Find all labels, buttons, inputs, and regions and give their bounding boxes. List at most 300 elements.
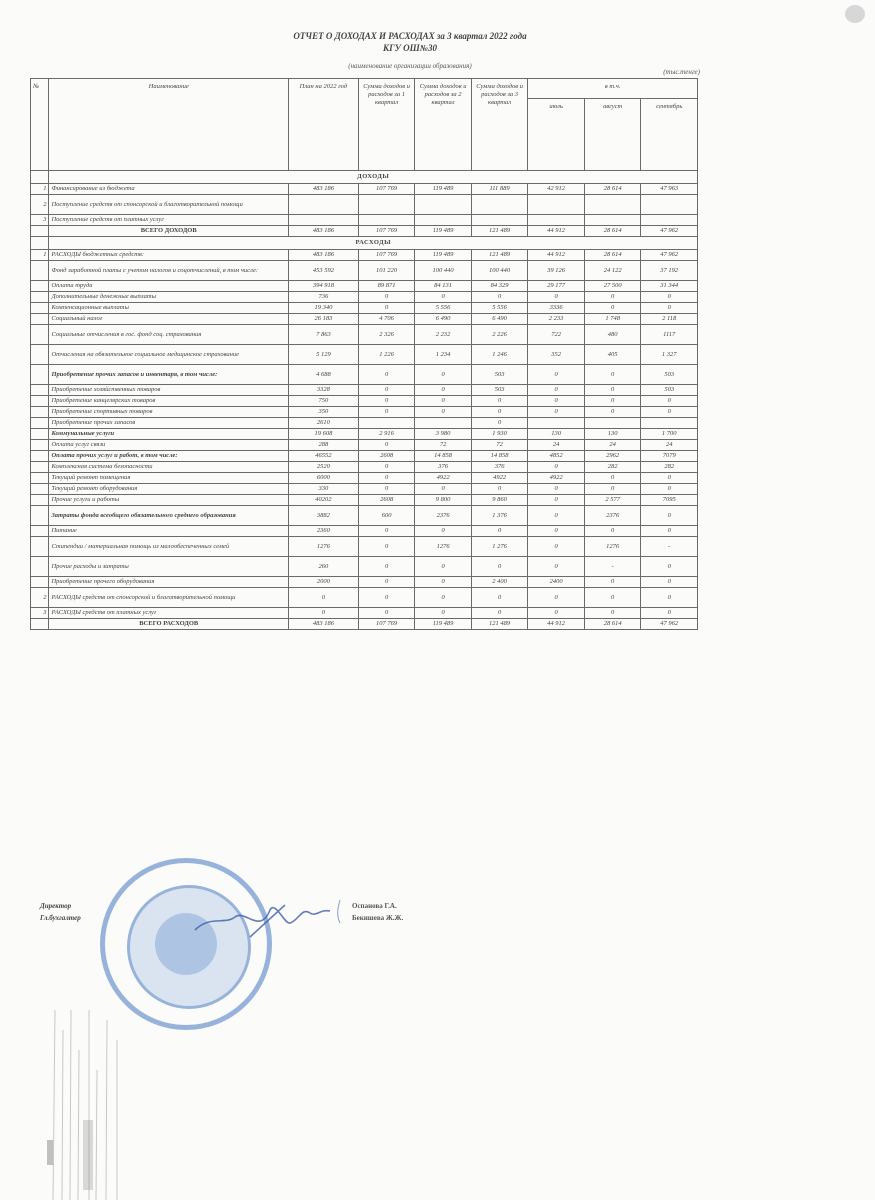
value-cell-q2 xyxy=(415,418,472,429)
value-cell-m2: 0 xyxy=(584,473,641,484)
value-cell-plan: 26 183 xyxy=(288,314,358,325)
value-cell-plan: 2520 xyxy=(288,462,358,473)
value-cell-q1: 0 xyxy=(358,537,415,557)
value-cell-m2: 0 xyxy=(584,292,641,303)
value-cell-m3: 2 118 xyxy=(641,314,698,325)
value-cell-m2: - xyxy=(584,557,641,577)
value-cell-q1: 1 226 xyxy=(358,345,415,365)
header-name: Наименование xyxy=(49,79,288,171)
value-cell-m1: 2 233 xyxy=(528,314,585,325)
value-cell-q3: 1 246 xyxy=(471,345,528,365)
value-cell-q1: 0 xyxy=(358,526,415,537)
row-label: ВСЕГО ДОХОДОВ xyxy=(49,226,288,237)
value-cell-m2: 0 xyxy=(584,303,641,314)
director-name: Оспанова Г.А. xyxy=(352,902,397,910)
value-cell-m1: 39 126 xyxy=(528,261,585,281)
value-cell-plan: 0 xyxy=(288,588,358,608)
table-row xyxy=(31,429,698,440)
value-cell-q2: 72 xyxy=(415,440,472,451)
header-months-group: в т.ч. xyxy=(528,79,698,99)
table-row xyxy=(31,396,698,407)
value-cell-m2: 0 xyxy=(584,484,641,495)
table-row xyxy=(31,473,698,484)
value-cell-m2: 282 xyxy=(584,462,641,473)
value-cell-m2 xyxy=(584,215,641,226)
value-cell-m3: 0 xyxy=(641,506,698,526)
row-label: ВСЕГО РАСХОДОВ xyxy=(49,619,288,630)
row-number xyxy=(31,619,49,630)
row-number xyxy=(31,440,49,451)
row-number xyxy=(31,396,49,407)
table-row xyxy=(31,440,698,451)
header-month-august: август xyxy=(584,99,641,171)
row-number xyxy=(31,526,49,537)
value-cell-m2: 2 577 xyxy=(584,495,641,506)
section-title: ДОХОДЫ xyxy=(49,171,698,184)
value-cell-q1: 2 326 xyxy=(358,325,415,345)
value-cell-q3: 14 858 xyxy=(471,451,528,462)
value-cell-q1: 2 916 xyxy=(358,429,415,440)
value-cell-plan: 394 918 xyxy=(288,281,358,292)
value-cell-q1: 0 xyxy=(358,588,415,608)
signatory-names xyxy=(352,900,403,924)
value-cell-plan: 453 592 xyxy=(288,261,358,281)
value-cell-q3: 376 xyxy=(471,462,528,473)
value-cell-q2: 119 489 xyxy=(415,226,472,237)
report-title-line1: ОТЧЕТ О ДОХОДАХ И РАСХОДАХ за 3 квартал 2022 года xyxy=(293,31,527,41)
value-cell-m3 xyxy=(641,418,698,429)
value-cell-m1: 29 177 xyxy=(528,281,585,292)
value-cell-m1: 4852 xyxy=(528,451,585,462)
value-cell-plan: 1276 xyxy=(288,537,358,557)
row-number xyxy=(31,365,49,385)
table-row xyxy=(31,325,698,345)
value-cell-q2: 84 131 xyxy=(415,281,472,292)
value-cell-q2: 0 xyxy=(415,557,472,577)
row-number xyxy=(31,407,49,418)
value-cell-q3: 1 930 xyxy=(471,429,528,440)
value-cell-plan: 40202 xyxy=(288,495,358,506)
row-number xyxy=(31,314,49,325)
value-cell-q3: 9 860 xyxy=(471,495,528,506)
value-cell-q1: 0 xyxy=(358,292,415,303)
value-cell-q3: 72 xyxy=(471,440,528,451)
value-cell-m3: 37 192 xyxy=(641,261,698,281)
value-cell-m3: 0 xyxy=(641,577,698,588)
value-cell-q1: 107 769 xyxy=(358,250,415,261)
row-number xyxy=(31,557,49,577)
value-cell-m1: 0 xyxy=(528,506,585,526)
header-q1: Сумма доходов и расходов за 1 квартал xyxy=(358,79,415,171)
value-cell-m3: 0 xyxy=(641,484,698,495)
value-cell-q3: 4922 xyxy=(471,473,528,484)
value-cell-m2: 28 614 xyxy=(584,226,641,237)
value-cell-q3: 2 400 xyxy=(471,577,528,588)
row-number xyxy=(31,418,49,429)
row-number xyxy=(31,345,49,365)
value-cell-m1 xyxy=(528,215,585,226)
value-cell-q1: 0 xyxy=(358,303,415,314)
value-cell-m3: 7095 xyxy=(641,495,698,506)
value-cell-plan: 7 863 xyxy=(288,325,358,345)
value-cell-m1: 130 xyxy=(528,429,585,440)
value-cell-m3: 1 700 xyxy=(641,429,698,440)
value-cell-m1: 0 xyxy=(528,526,585,537)
value-cell-plan: 750 xyxy=(288,396,358,407)
value-cell-q1: 0 xyxy=(358,462,415,473)
value-cell-q2: 0 xyxy=(415,484,472,495)
section-title: РАСХОДЫ xyxy=(49,237,698,250)
table-row xyxy=(31,462,698,473)
row-label: Приобретение спортивных товаров xyxy=(49,407,288,418)
value-cell-q1 xyxy=(358,215,415,226)
header-month-september: сентябрь xyxy=(641,99,698,171)
value-cell-q1: 4 706 xyxy=(358,314,415,325)
value-cell-m1: 24 xyxy=(528,440,585,451)
value-cell-q1: 0 xyxy=(358,577,415,588)
row-number xyxy=(31,226,49,237)
value-cell-q3: 121 489 xyxy=(471,619,528,630)
value-cell-q1: 2608 xyxy=(358,451,415,462)
value-cell-plan: 483 186 xyxy=(288,184,358,195)
value-cell-m3: 0 xyxy=(641,396,698,407)
value-cell-m1: 0 xyxy=(528,396,585,407)
value-cell-plan: 736 xyxy=(288,292,358,303)
value-cell-m2: 0 xyxy=(584,385,641,396)
value-cell-q2: 100 440 xyxy=(415,261,472,281)
value-cell-q3 xyxy=(471,195,528,215)
value-cell-m2: 0 xyxy=(584,365,641,385)
row-label: Приобретение прочих запасов xyxy=(49,418,288,429)
value-cell-q1: 107 769 xyxy=(358,619,415,630)
units-label: (тыс.тенге) xyxy=(663,68,700,76)
table-row xyxy=(31,451,698,462)
value-cell-q3: 121 489 xyxy=(471,226,528,237)
row-label: РАСХОДЫ средств от платных услуг xyxy=(49,608,288,619)
value-cell-plan: 19 608 xyxy=(288,429,358,440)
value-cell-m3: 0 xyxy=(641,473,698,484)
value-cell-plan: 0 xyxy=(288,608,358,619)
header-num: № xyxy=(31,79,49,171)
row-number xyxy=(31,325,49,345)
value-cell-plan: 2360 xyxy=(288,526,358,537)
table-row xyxy=(31,281,698,292)
row-label: Текущий ремонт оборудования xyxy=(49,484,288,495)
value-cell-q2: 0 xyxy=(415,385,472,396)
value-cell-q3: 0 xyxy=(471,292,528,303)
value-cell-q3: 1 276 xyxy=(471,537,528,557)
value-cell-m1: 0 xyxy=(528,495,585,506)
row-number xyxy=(31,303,49,314)
table-row xyxy=(31,385,698,396)
value-cell-m1 xyxy=(528,195,585,215)
table-row xyxy=(31,365,698,385)
value-cell-m2: 1 748 xyxy=(584,314,641,325)
value-cell-q1 xyxy=(358,195,415,215)
row-number xyxy=(31,385,49,396)
row-label: Социальные отчисления в гос. фонд соц. страхования xyxy=(49,325,288,345)
report-title-line2: КГУ ОШ№30 xyxy=(383,43,437,53)
value-cell-q1: 107 769 xyxy=(358,226,415,237)
row-label: Питание xyxy=(49,526,288,537)
value-cell-q1: 600 xyxy=(358,506,415,526)
header-q3: Сумма доходов и расходов за 3 квартал xyxy=(471,79,528,171)
value-cell-plan: 483 186 xyxy=(288,226,358,237)
row-label: Фонд заработной платы с учетом налогов и соцотчислений, в том числе: xyxy=(49,261,288,281)
value-cell-m3: 0 xyxy=(641,557,698,577)
table-row xyxy=(31,588,698,608)
value-cell-m2: 0 xyxy=(584,577,641,588)
row-label: РАСХОДЫ бюджетных средств: xyxy=(49,250,288,261)
value-cell-m2 xyxy=(584,418,641,429)
value-cell-q2: 3 980 xyxy=(415,429,472,440)
value-cell-q3: 503 xyxy=(471,365,528,385)
table-row xyxy=(31,292,698,303)
value-cell-q2 xyxy=(415,215,472,226)
income-expense-table xyxy=(30,78,698,630)
value-cell-q2: 14 858 xyxy=(415,451,472,462)
value-cell-q1: 0 xyxy=(358,440,415,451)
value-cell-q2: 5 556 xyxy=(415,303,472,314)
value-cell-plan: 6000 xyxy=(288,473,358,484)
value-cell-plan: 2610 xyxy=(288,418,358,429)
value-cell-m1: 42 912 xyxy=(528,184,585,195)
value-cell-q2 xyxy=(415,195,472,215)
row-number: 2 xyxy=(31,588,49,608)
value-cell-m1: 0 xyxy=(528,292,585,303)
value-cell-m2: 130 xyxy=(584,429,641,440)
value-cell-q2: 119 489 xyxy=(415,184,472,195)
value-cell-m1: 0 xyxy=(528,484,585,495)
row-number xyxy=(31,462,49,473)
row-label: Прочие расходы и затраты xyxy=(49,557,288,577)
table-row xyxy=(31,314,698,325)
value-cell-m1: 0 xyxy=(528,608,585,619)
table-row xyxy=(31,495,698,506)
value-cell-m3: 1 327 xyxy=(641,345,698,365)
value-cell-q3: 503 xyxy=(471,385,528,396)
value-cell-q1: 0 xyxy=(358,608,415,619)
row-label: Приобретение прочего оборудования xyxy=(49,577,288,588)
value-cell-q2: 0 xyxy=(415,396,472,407)
value-cell-plan: 483 186 xyxy=(288,250,358,261)
value-cell-plan: 288 xyxy=(288,440,358,451)
value-cell-m1: 44 912 xyxy=(528,226,585,237)
value-cell-m3: 0 xyxy=(641,407,698,418)
table-row xyxy=(31,345,698,365)
row-number xyxy=(31,577,49,588)
value-cell-m1: 0 xyxy=(528,588,585,608)
row-label: Затраты фонда всеобщего обязательного среднего образования xyxy=(49,506,288,526)
value-cell-q3: 0 xyxy=(471,608,528,619)
table-row xyxy=(31,261,698,281)
row-number xyxy=(31,484,49,495)
value-cell-q2: 119 489 xyxy=(415,619,472,630)
row-label: Оплата услуг связи xyxy=(49,440,288,451)
value-cell-plan xyxy=(288,215,358,226)
value-cell-m3: 0 xyxy=(641,526,698,537)
row-label: Приобретение прочих запасов и инвентаря, в том числе: xyxy=(49,365,288,385)
value-cell-q1: 0 xyxy=(358,396,415,407)
table-body xyxy=(31,171,698,630)
value-cell-q2: 2376 xyxy=(415,506,472,526)
value-cell-q3: 0 xyxy=(471,418,528,429)
row-label: Дополнительные денежные выплаты xyxy=(49,292,288,303)
signatory-titles xyxy=(40,900,81,924)
row-label: Коммунальные услуги xyxy=(49,429,288,440)
value-cell-m3: 503 xyxy=(641,365,698,385)
row-number: 3 xyxy=(31,215,49,226)
value-cell-m1: 722 xyxy=(528,325,585,345)
row-number xyxy=(31,495,49,506)
value-cell-q2: 0 xyxy=(415,365,472,385)
value-cell-m1: 0 xyxy=(528,407,585,418)
value-cell-plan: 5 129 xyxy=(288,345,358,365)
table-row xyxy=(31,557,698,577)
value-cell-m3: 0 xyxy=(641,588,698,608)
value-cell-m1: 0 xyxy=(528,557,585,577)
row-label: Текущий ремонт помещения xyxy=(49,473,288,484)
row-number xyxy=(31,506,49,526)
row-label: Комплексная система безопасности xyxy=(49,462,288,473)
value-cell-m1: 2400 xyxy=(528,577,585,588)
value-cell-q1: 101 220 xyxy=(358,261,415,281)
value-cell-m3: 0 xyxy=(641,608,698,619)
value-cell-plan: 46552 xyxy=(288,451,358,462)
value-cell-q3: 0 xyxy=(471,557,528,577)
value-cell-q3: 2 226 xyxy=(471,325,528,345)
value-cell-m1: 44 912 xyxy=(528,250,585,261)
value-cell-m2: 28 614 xyxy=(584,184,641,195)
row-label: Финансирование из бюджета xyxy=(49,184,288,195)
value-cell-q2: 6 490 xyxy=(415,314,472,325)
row-label: Приобретение канцелярских товаров xyxy=(49,396,288,407)
row-label: Стипендии / материальная помощь из малообеспеченных семей xyxy=(49,537,288,557)
table-row xyxy=(31,537,698,557)
table-row xyxy=(31,484,698,495)
table-row xyxy=(31,250,698,261)
handwritten-signature xyxy=(190,895,350,945)
value-cell-m1: 0 xyxy=(528,385,585,396)
row-label: Оплата прочих услуг и работ, в том числе: xyxy=(49,451,288,462)
row-number: 1 xyxy=(31,184,49,195)
header-q2: Сумма доходов и расходов за 2 квартал xyxy=(415,79,472,171)
value-cell-m2: 28 614 xyxy=(584,619,641,630)
value-cell-plan: 260 xyxy=(288,557,358,577)
value-cell-q3: 111 889 xyxy=(471,184,528,195)
value-cell-m2: 2962 xyxy=(584,451,641,462)
row-label: Поступление средств от спонсорской и благотворительной помощи xyxy=(49,195,288,215)
value-cell-m3: 1117 xyxy=(641,325,698,345)
section-expense xyxy=(31,237,698,250)
value-cell-m2: 0 xyxy=(584,526,641,537)
value-cell-q2: 119 489 xyxy=(415,250,472,261)
value-cell-m2: 28 614 xyxy=(584,250,641,261)
table-row xyxy=(31,506,698,526)
value-cell-m2: 24 122 xyxy=(584,261,641,281)
value-cell-m2: 1276 xyxy=(584,537,641,557)
scan-streak-artifacts xyxy=(45,1010,135,1200)
table-row xyxy=(31,195,698,215)
value-cell-m2: 0 xyxy=(584,396,641,407)
row-label: Поступление средств от платных услуг xyxy=(49,215,288,226)
row-label: Компенсационные выплаты xyxy=(49,303,288,314)
row-label: Отчисления на обязательное социальное медицинское страхование xyxy=(49,345,288,365)
value-cell-m3: 0 xyxy=(641,292,698,303)
organization-caption: (наименование организации образования) xyxy=(348,62,472,70)
value-cell-q1: 0 xyxy=(358,385,415,396)
row-label: Приобретение хозяйственных товаров xyxy=(49,385,288,396)
row-number xyxy=(31,429,49,440)
row-number xyxy=(31,261,49,281)
value-cell-q2: 2 232 xyxy=(415,325,472,345)
value-cell-m3: 47 962 xyxy=(641,226,698,237)
value-cell-m2 xyxy=(584,195,641,215)
table-row xyxy=(31,407,698,418)
value-cell-q3: 5 556 xyxy=(471,303,528,314)
value-cell-q2: 4922 xyxy=(415,473,472,484)
value-cell-q3: 0 xyxy=(471,588,528,608)
value-cell-m3: 282 xyxy=(641,462,698,473)
value-cell-plan: 19 340 xyxy=(288,303,358,314)
value-cell-q2: 1 234 xyxy=(415,345,472,365)
section-income xyxy=(31,171,698,184)
table-row xyxy=(31,184,698,195)
value-cell-plan: 2000 xyxy=(288,577,358,588)
row-label: Прочие услуги и работы xyxy=(49,495,288,506)
table-row xyxy=(31,619,698,630)
value-cell-q1: 2608 xyxy=(358,495,415,506)
chief-accountant-title: Гл.бухгалтер xyxy=(40,914,81,922)
value-cell-q3: 1 376 xyxy=(471,506,528,526)
value-cell-q3: 0 xyxy=(471,396,528,407)
value-cell-q1: 0 xyxy=(358,473,415,484)
value-cell-m1: 0 xyxy=(528,365,585,385)
value-cell-m1: 3336 xyxy=(528,303,585,314)
value-cell-q2: 0 xyxy=(415,526,472,537)
value-cell-q1: 0 xyxy=(358,407,415,418)
table-row xyxy=(31,215,698,226)
value-cell-m3: 503 xyxy=(641,385,698,396)
value-cell-q1 xyxy=(358,418,415,429)
value-cell-m3 xyxy=(641,195,698,215)
table-row xyxy=(31,608,698,619)
value-cell-q1: 89 871 xyxy=(358,281,415,292)
value-cell-m2: 0 xyxy=(584,407,641,418)
value-cell-plan: 3882 xyxy=(288,506,358,526)
row-number: 2 xyxy=(31,195,49,215)
row-number xyxy=(31,451,49,462)
value-cell-m2: 24 xyxy=(584,440,641,451)
value-cell-m1: 352 xyxy=(528,345,585,365)
value-cell-plan: 4 688 xyxy=(288,365,358,385)
value-cell-q1: 107 769 xyxy=(358,184,415,195)
row-number xyxy=(31,473,49,484)
row-number xyxy=(31,292,49,303)
value-cell-q2: 9 800 xyxy=(415,495,472,506)
table-row xyxy=(31,577,698,588)
row-label: Социальный налог xyxy=(49,314,288,325)
director-title: Директор xyxy=(40,902,72,910)
table-row xyxy=(31,418,698,429)
value-cell-q3 xyxy=(471,215,528,226)
value-cell-m3: 31 344 xyxy=(641,281,698,292)
value-cell-plan: 483 186 xyxy=(288,619,358,630)
value-cell-q1: 0 xyxy=(358,365,415,385)
value-cell-q3: 121 489 xyxy=(471,250,528,261)
value-cell-q2: 0 xyxy=(415,407,472,418)
table-row xyxy=(31,526,698,537)
